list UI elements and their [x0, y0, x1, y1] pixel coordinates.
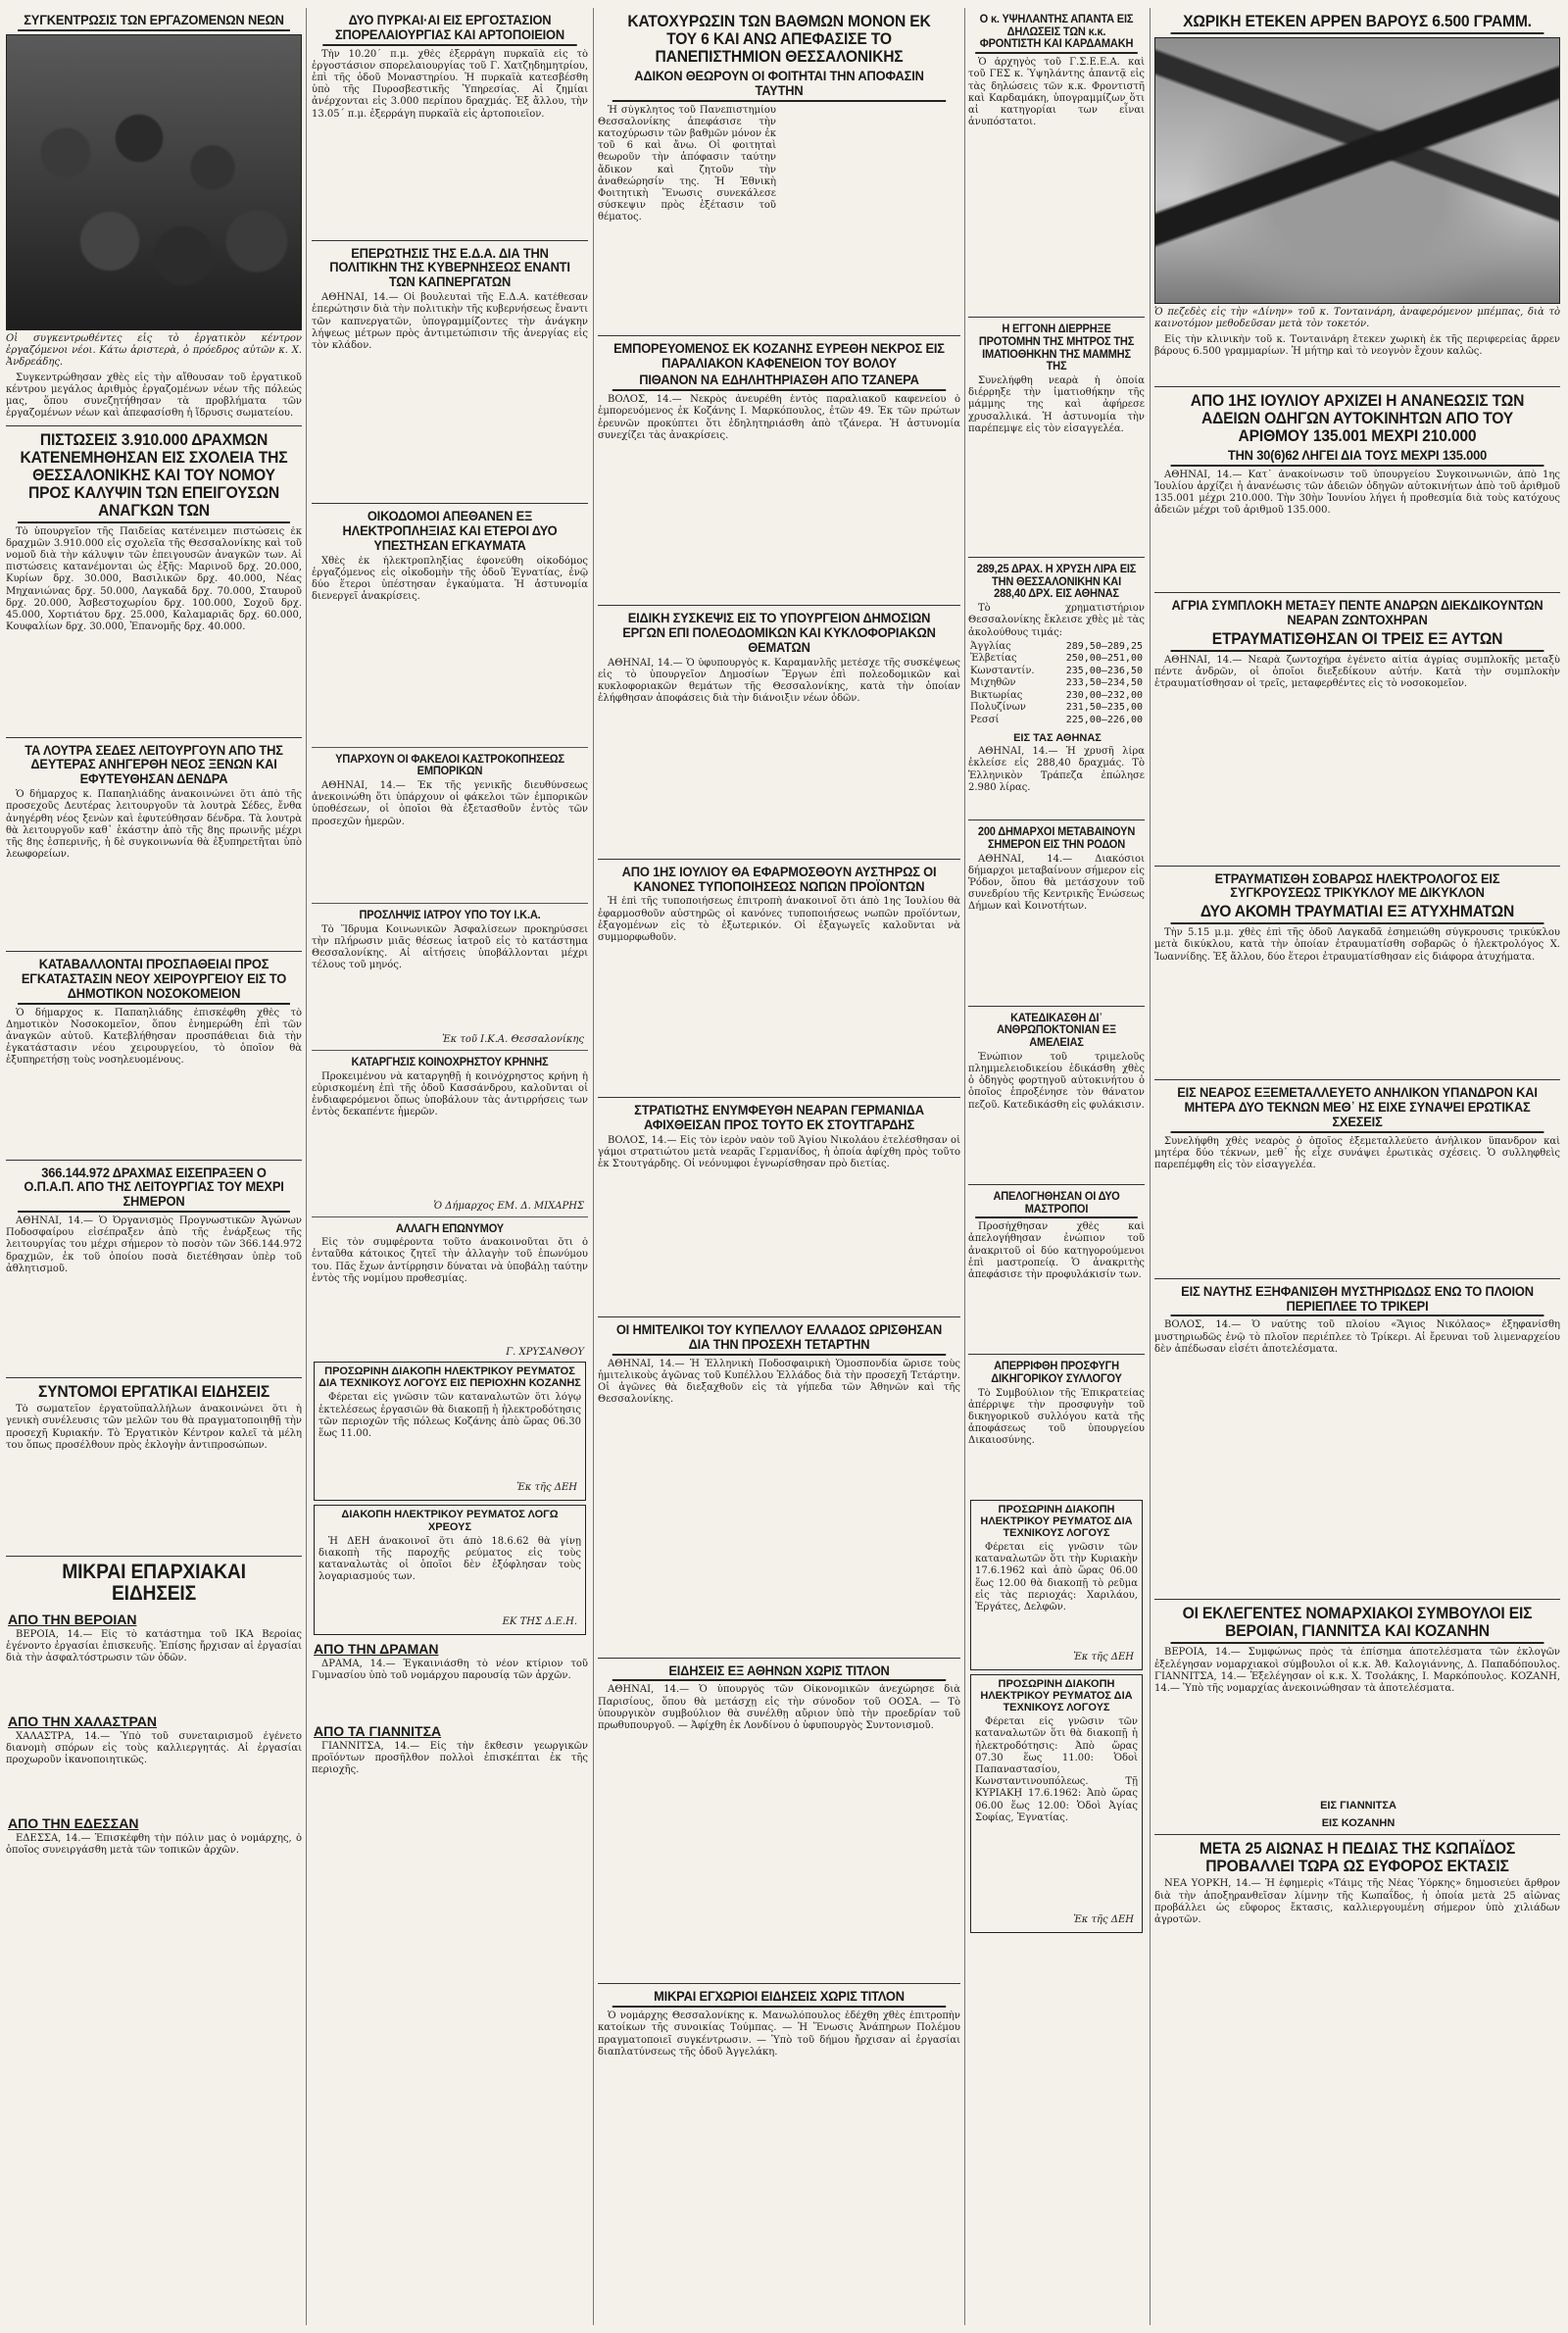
article-body: Τὸ χρηματιστήριον Θεσσαλονίκης ἔκλεισε χθὲς μὲ τὰς ἀκολούθους τιμάς:: [968, 603, 1145, 638]
article-headline: Η ΕΓΓΟΝΗ ΔΙΕΡΡΗΞΕ ΠΡΟΤΟΜΗΝ ΤΗΣ ΜΗΤΡΟΣ ΤΗΣ ΙΜΑΤΙΟΘΗΚΗΝ ΤΗΣ ΜΑΜΜΗΣ ΤΗΣ: [978, 322, 1135, 373]
notice-body: Φέρεται εἰς γνῶσιν τῶν καταναλωτῶν ὅτι τὴν Κυριακὴν 17.6.1962 καὶ ἀπὸ ὥρας 06.00 ἕως 12.00 θὰ διακοπῇ τὸ ρεῦμα εἰς τὰς περιοχάς: Χαριλάου, Ἐργάτες, Δελφῶν.: [975, 1542, 1138, 1613]
article-body: ΕΔΕΣΣΑ, 14.— Ἐπισκέφθη τὴν πόλιν μας ὁ νομάρχης, ὁ ὁποῖος συνειργάσθη μετὰ τῶν τοπικῶν ἀρχῶν.: [6, 1832, 302, 1856]
price-row: [968, 641, 1145, 654]
price-value: 230,00—232,00: [1065, 689, 1143, 701]
article-body: Συγκεντρώθησαν χθὲς εἰς τὴν αἴθουσαν τοῦ ἐργατικοῦ κέντρου μεγάλος ἀριθμὸς ἐργαζομένων νέων τῆς πόλεώς μας, ὅπου συνεζητήθησαν τὰ προβλήματα τῶν ἐργαζομένων νέων καὶ ἀπεφασίσθη ἡ ἵδρυσις σωματείου.: [6, 372, 302, 420]
price-value: 225,00—226,00: [1065, 714, 1143, 725]
article-body: ΒΟΛΟΣ, 14.— Εἰς τὸν ἱερὸν ναὸν τοῦ Ἁγίου Νικολάου ἐτελέσθησαν οἱ γάμοι στρατιώτου μετὰ νεαρᾶς Γερμανίδος, ἡ ὁποία ἀφίχθη πρὸς τοῦτο ἐκ Στουτγάρδης. Οἱ νεόνυμφοι ἐγνωρίσθησαν πρὸ διετίας.: [598, 1134, 960, 1170]
article-columns: [598, 105, 960, 330]
article-headline: ΑΠΟ 1ΗΣ ΙΟΥΛΙΟΥ ΑΡΧΙΖΕΙ Η ΑΝΑΝΕΩΣΙΣ ΤΩΝ ΑΔΕΙΩΝ ΟΔΗΓΩΝ ΑΥΤΟΚΙΝΗΤΩΝ ΑΠΟ ΤΟΥ ΑΡΙΘΜΟΥ 135.001 ΜΕΧΡΙ 210.000: [1190, 391, 1525, 446]
column-3: [598, 10, 960, 2325]
column-divider: [593, 8, 594, 2325]
article-headline: ΑΠΕΛΟΓΗΘΗΣΑΝ ΟΙ ΔΥΟ ΜΑΣΤΡΟΠΟΙ: [975, 1190, 1138, 1218]
article-body: ΑΘΗΝΑΙ, 14.— Διακόσιοι δήμαρχοι μεταβαίνουν σήμερον εἰς Ῥόδον, ὅπου θὰ μετάσχουν τοῦ συνεδρίου τῆς Κεντρικῆς Ἑνώσεως Δήμων καὶ Κοινοτήτων.: [968, 853, 1145, 913]
article-signature: Ἐκ τοῦ Ι.Κ.Α. Θεσσαλονίκης: [442, 1033, 584, 1045]
divider: [968, 1006, 1145, 1007]
notice-body: Φέρεται εἰς γνῶσιν τῶν καταναλωτῶν ὅτι θὰ διακοπῇ ἡ ἠλεκτροδότησις: Ἀπὸ ὥρας 07.30 ἕως 11.00: Ὁδοὶ Παπαναστασίου, Κωνσταντινουπόλεως. Τῇ ΚΥΡΙΑΚῌ 17.6.1962: Ἀπὸ ὥρας 06.00 ἕως 12.00: Ὁδοὶ Ἀγίας Σοφίας, Ἐγνατίας.: [975, 1716, 1138, 1823]
article-headline: ΣΥΝΤΟΜΟΙ ΕΡΓΑΤΙΚΑΙ ΕΙΔΗΣΕΙΣ: [37, 1382, 270, 1402]
article-body: ΒΕΡΟΙΑ, 14.— Εἰς τὸ κατάστημα τοῦ ΙΚΑ Βεροίας ἐγένοντο ἐργασίαι ἐπισκευῆς. Ἐπίσης ἤρχισαν αἱ ἐργασίαι διὰ τὴν ἀσφαλτόστρωσιν τῶν ὁδῶν.: [6, 1628, 302, 1663]
article-body: Τὸ ὑπουργεῖον τῆς Παιδείας κατένειμεν πιστώσεις ἐκ δραχμῶν 3.910.000 εἰς σχολεῖα τῆς Θεσσαλονίκης καὶ τοῦ νομοῦ διὰ τὴν κάλυψιν τῶν ἐπειγουσῶν ἀναγκῶν των. Αἱ πιστώσεις κατανέμονται ὡς ἑξῆς: Μαρινοῦ δρχ. 20.000, Κυρίων δρχ. 30.000, Βασιλικῶν δρχ. 40.000, Νέας Μηχανιώνας δρχ. 50.000, Λαγκαδᾶ δρχ. 70.000, Σταυροῦ δρχ. 20.000, Ἀσβεστοχωρίου δρχ. 100.000, Σοχοῦ δρχ. 45.000, Χορτιάτου δρχ. 25.000, Καλαμαριᾶς δρχ. 60.000, Κουφαλίων δρχ. 30.000, Ἐπανομῆς δρχ. 40.000.: [6, 525, 302, 633]
notice-title: ΠΡΟΣΩΡΙΝΗ ΔΙΑΚΟΠΗ ΗΛΕΚΤΡΙΚΟΥ ΡΕΥΜΑΤΟΣ ΔΙΑ ΤΕΧΝΙΚΟΥΣ ΛΟΓΟΥΣ: [980, 1503, 1133, 1539]
article-body: Χθὲς ἐκ ἠλεκτροπληξίας ἐφονεύθη οἰκοδόμος ἐργαζόμενος εἰς οἰκοδομὴν τῆς ὁδοῦ Ἐγνατίας, ἐνῷ δύο ἕτεροι ὑπέστησαν ἐγκαύματα. Ἡ ἀστυνομία διενεργεῖ ἀνακρίσεις.: [312, 555, 588, 603]
article-headline: ΠΙΣΤΩΣΕΙΣ 3.910.000 ΔΡΑΧΜΩΝ ΚΑΤΕΝΕΜΗΘΗΣΑΝ ΕΙΣ ΣΧΟΛΕΙΑ ΤΗΣ ΘΕΣΣΑΛΟΝΙΚΗΣ ΚΑΙ ΤΟΥ ΝΟΜΟΥ ΠΡΟΣ ΚΑΛΥΨΙΝ ΤΩΝ ΕΠΕΙΓΟΥΣΩΝ ΑΝΑΓΚΩΝ ΤΩΝ: [18, 431, 290, 523]
section-kicker: ΑΠΟ ΤΗΝ ΧΑΛΑΣΤΡΑΝ: [8, 1713, 158, 1729]
price-value: 231,50—235,00: [1065, 702, 1143, 714]
divider: [1154, 1599, 1560, 1600]
price-row: [968, 690, 1145, 703]
divider: [1154, 1278, 1560, 1279]
notice-box: [970, 1674, 1143, 1933]
article-body: ΑΘΗΝΑΙ, 14.— Ἐκ τῆς γενικῆς διευθύνσεως ἀνεκοινώθη ὅτι ὑπάρχουν οἱ φάκελοι τῶν ἐμπορικῶν ὑποθέσεων, οἱ ὁποῖοι θὰ ἐξετασθοῦν ἐντὸς τῶν προσεχῶν ἡμερῶν.: [312, 780, 588, 827]
article-headline: ΚΑΤΕΔΙΚΑΣΘΗ ΔΙ᾽ ΑΝΘΡΩΠΟΚΤΟΝΙΑΝ ΕΞ ΑΜΕΛΕΙΑΣ: [997, 1010, 1116, 1050]
article-body: Τὸ Ἵδρυμα Κοινωνικῶν Ἀσφαλίσεων προκηρύσσει τὴν πλήρωσιν μιᾶς θέσεως ἰατροῦ εἰς τὸ κατάστημα Θεσσαλονίκης. Αἱ αἰτήσεις ὑποβάλλονται μέχρι τέλους τοῦ μηνός.: [312, 923, 588, 971]
article-body: Συνελήφθη νεαρὰ ἡ ὁποία διέρρηξε τὴν ἱματιοθήκην τῆς μάμμης της καὶ ἀφήρεσε χρυσαλλικά. Ἡ ἀστυνομία τὴν παρέπεμψε εἰς τὸν εἰσαγγελέα.: [968, 375, 1145, 434]
column-5: [1154, 10, 1560, 2325]
divider: [968, 1354, 1145, 1355]
price-name: Ἀγγλίας: [970, 640, 1011, 652]
article-headline: ΑΠΟ 1ΗΣ ΙΟΥΛΙΟΥ ΘΑ ΕΦΑΡΜΟΣΘΟΥΝ ΑΥΣΤΗΡΩΣ ΟΙ ΚΑΝΟΝΕΣ ΤΥΠΟΠΟΙΗΣΕΩΣ ΝΩΠΩΝ ΠΡΟΪΟΝΤΩΝ: [621, 863, 937, 894]
price-value: 289,50—289,25: [1065, 640, 1143, 652]
article-headline: ΤΑ ΛΟΥΤΡΑ ΣΕΔΕΣ ΛΕΙΤΟΥΡΓΟΥΝ ΑΠΟ ΤΗΣ ΔΕΥΤΕΡΑΣ ΑΝΗΓΕΡΘΗ ΝΕΟΣ ΞΕΝΩΝ ΚΑΙ ΕΦΥΤΕΥΘΗΣΑΝ ΔΕΝΔΡΑ: [24, 741, 283, 787]
article-headline: ΕΜΠΟΡΕΥΟΜΕΝΟΣ ΕΚ ΚΟΖΑΝΗΣ ΕΥΡΕΘΗ ΝΕΚΡΟΣ ΕΙΣ ΠΑΡΑΛΙΑΚΟΝ ΚΑΦΕΝΕΙΟΝ ΤΟΥ ΒΟΛΟΥ: [613, 339, 945, 371]
article-subheadline: ΔΥΟ ΑΚΟΜΗ ΤΡΑΥΜΑΤΙΑΙ ΕΞ ΑΤΥΧΗΜΑΤΩΝ: [1171, 903, 1544, 924]
article-headline: ΕΙΣ ΝΑΥΤΗΣ ΕΞΗΦΑΝΙΣΘΗ ΜΥΣΤΗΡΙΩΔΩΣ ΕΝΩ ΤΟ ΠΛΟΙΟΝ ΠΕΡΙΕΠΛΕΕ ΤΟ ΤΡΙΚΕΡΙ: [1171, 1284, 1544, 1317]
column-divider: [1150, 8, 1151, 2325]
divider: [598, 859, 960, 860]
divider: [312, 240, 588, 241]
article-body: ΑΘΗΝΑΙ, 14.— Νεαρὰ ζωντοχήρα ἐγένετο αἰτία ἀγρίας συμπλοκῆς μεταξὺ πέντε ἀνδρῶν, οἱ ὁποῖοι διεξεδίκουν αὐτήν. Κατὰ τὴν συμπλοκὴν ἐτραυματίσθησαν οἱ τρεῖς, μεταφερθέντες εἰς τὸ νοσοκομεῖον.: [1154, 654, 1560, 689]
price-name: Ἐλβετίας: [970, 653, 1017, 665]
divider: [598, 1316, 960, 1317]
article-body: Ὁ δήμαρχος κ. Παπαηλιάδης ἀνακοινώνει ὅτι ἀπὸ τῆς προσεχοῦς Δευτέρας λειτουργοῦν τὰ λουτρὰ Σέδες, ἔνθα ἀνηγέρθη νέος ξενὼν καὶ ἐφυτεύθησαν δένδρα. Τὰ λουτρὰ θὰ λειτουργοῦν καθ᾽ ἑκάστην ἀπὸ τῆς 8ης πρωινῆς μέχρι τῆς 8ης ἑσπερινῆς, ἡ δὲ συγκοινωνία θὰ ἐξυπηρετῆται ὑπὸ λεωφορείων.: [6, 789, 302, 861]
divider: [598, 1658, 960, 1659]
article-headline: ΣΤΡΑΤΙΩΤΗΣ ΕΝΥΜΦΕΥΘΗ ΝΕΑΡΑΝ ΓΕΡΜΑΝΙΔΑ ΑΦΙΧΘΕΙΣΑΝ ΠΡΟΣ ΤΟΥΤΟ ΕΚ ΣΤΟΥΤΓΑΡΔΗΣ: [634, 1102, 924, 1133]
article-body: Εἰς τὸν συμφέροντα τοῦτο ἀνακοινοῦται ὅτι ὁ ἐνταῦθα κάτοικος ζητεῖ τὴν ἀλλαγὴν τοῦ ἐπωνύμου του. Πᾶς ἔχων ἀντίρρησιν δύναται νὰ ὑποβάλῃ ταύτην ἐντὸς τῆς νομίμου προθεσμίας.: [312, 1237, 588, 1284]
divider: [968, 1184, 1145, 1185]
divider: [968, 819, 1145, 820]
divider: [6, 951, 302, 952]
article-headline: ΠΡΟΣΛΗΨΙΣ ΙΑΤΡΟΥ ΥΠΟ ΤΟΥ Ι.Κ.Α.: [359, 908, 541, 922]
section-kicker: ΑΠΟ ΤΗΝ ΔΡΑΜΑΝ: [314, 1640, 439, 1657]
article-body: Ὁ νομάρχης Θεσσαλονίκης κ. Μανωλόπουλος ἐδέχθη χθὲς ἐπιτροπὴν κατοίκων τῆς συνοικίας Τούμπας. — Ἡ Ἕνωσις Ἀνάπηρων Πολέμου πραγματοποιεῖ συγκέντρωσιν. — Ὑπὸ τοῦ δήμου ἤρχισαν αἱ ἐργασίαι διαπλατύνσεως τῆς ὁδοῦ Ἀγγελάκη.: [598, 2010, 960, 2058]
article-headline: ΕΙΔΗΣΕΙΣ ΕΞ ΑΘΗΝΩΝ ΧΩΡΙΣ ΤΙΤΛΟΝ: [612, 1663, 946, 1682]
divider: [312, 903, 588, 904]
article-signature: Γ. ΧΡΥΣΑΝΘΟΥ: [506, 1347, 584, 1359]
section-kicker: ΑΠΟ ΤΑ ΓΙΑΝΝΙΤΣΑ: [314, 1722, 442, 1739]
article-subheadline: ΕΤΡΑΥΜΑΤΙΣΘΗΣΑΝ ΟΙ ΤΡΕΙΣ ΕΞ ΑΥΤΩΝ: [1171, 630, 1544, 652]
divider: [1154, 386, 1560, 387]
article-body: Προκειμένου νὰ καταργηθῇ ἡ κοινόχρηστος κρήνη ἡ εὑρισκομένη ἐπὶ τῆς ὁδοῦ Κασσάνδρου, καλοῦνται οἱ ἐνδιαφερόμενοι ὅπως ὑποβάλουν τὰς ἀντιρρήσεις των ἐντὸς δεκαπέντε ἡμερῶν.: [312, 1070, 588, 1118]
article-signature: Ὁ Δήμαρχος ΕΜ. Δ. ΜΙΧΑΡΗΣ: [433, 1200, 584, 1212]
price-name: Ρεσσί: [970, 714, 1000, 725]
article-headline: ΔΥΟ ΠΥΡΚΑΙ·ΑΙ ΕΙΣ ΕΡΓΟΣΤΑΣΙΟΝ ΣΠΟΡΕΛΑΙΟΥΡΓΙΑΣ ΚΑΙ ΑΡΤΟΠΟΙΕΙΟΝ: [322, 13, 576, 46]
column-divider: [306, 8, 307, 2325]
article-body: ΑΘΗΝΑΙ, 14.— Ὁ ὑπουργὸς τῶν Οἰκονομικῶν ἀνεχώρησε διὰ Παρισίους, ὅπου θὰ μετάσχῃ εἰς τὴν σύνοδον τοῦ ΟΟΣΑ. — Τὸ ὑπουργικὸν συμβούλιον θὰ συνέλθῃ αὔριον ὑπὸ τὴν προεδρίαν τοῦ πρωθυπουργοῦ. — Ἀφίχθη ἐκ Λονδίνου ὁ ὑφυπουργὸς Συντονισμοῦ.: [598, 1684, 960, 1732]
divider: [6, 1160, 302, 1161]
notice-signature: Ἐκ τῆς ΔΕΗ: [516, 1482, 577, 1494]
divider: [968, 557, 1145, 558]
photo-headline: ΧΩΡΙΚΗ ΕΤΕΚΕΝ ΑΡΡΕΝ ΒΑΡΟΥΣ 6.500 ΓΡΑΜΜ.: [1171, 13, 1544, 34]
column-2: [312, 10, 588, 2325]
section-headline: ΜΙΚΡΑΙ ΕΠΑΡΧΙΑΚΑΙ ΕΙΔΗΣΕΙΣ: [62, 1561, 246, 1606]
article-headline: ΑΠΕΡΡΙΦΘΗ ΠΡΟΣΦΥΓΗ ΔΙΚΗΓΟΡΙΚΟΥ ΣΥΛΛΟΓΟΥ: [991, 1359, 1122, 1385]
price-row: [968, 653, 1145, 666]
article-body: Προσήχθησαν χθὲς καὶ ἀπελογήθησαν ἐνώπιον τοῦ ἀνακριτοῦ οἱ δύο κατηγορούμενοι ἐπὶ μαστροπείᾳ. Ὁ ἀνακριτὴς ἀπεφάσισε τὴν προφυλάκισίν των.: [968, 1221, 1145, 1281]
article-headline: ΜΕΤΑ 25 ΑΙΩΝΑΣ Η ΠΕΔΙΑΣ ΤΗΣ ΚΩΠΑΪΔΟΣ ΠΡΟΒΑΛΛΕΙ ΤΩΡΑ ΩΣ ΕΥΦΟΡΟΣ ΕΚΤΑΣΙΣ: [1199, 1839, 1516, 1876]
gold-price-table: [968, 641, 1145, 727]
section-kicker: ΑΠΟ ΤΗΝ ΒΕΡΟΙΑΝ: [8, 1611, 137, 1627]
photo-young-workers: [6, 34, 302, 330]
article-body: Συνελήφθη χθὲς νεαρὸς ὁ ὁποῖος ἐξεμεταλλεύετο ἀνήλικον ὕπανδρον καὶ μητέρα δύο τέκνων, μεθ᾽ ἧς εἶχε συνάψει ἐρωτικὰς σχέσεις. Ὁ συλληφθεὶς παρεπέμφθη εἰς τὸν εἰσαγγελέα.: [1154, 1135, 1560, 1171]
divider: [598, 605, 960, 606]
article-headline: ΕΙΣ ΝΕΑΡΟΣ ΕΞΕΜΕΤΑΛΛΕΥΕΤΟ ΑΝΗΛΙΚΟΝ ΥΠΑΝΔΡΟΝ ΚΑΙ ΜΗΤΕΡΑ ΔΥΟ ΤΕΚΝΩΝ ΜΕΘ᾽ ΗΣ ΕΙΧΕ ΣΥΝΑΨΕΙ ΕΡΩΤΙΚΑΣ ΣΧΕΣΕΙΣ: [1171, 1085, 1544, 1132]
divider: [1154, 1079, 1560, 1080]
divider: [312, 503, 588, 504]
photo-caption: Ὁ πεζεδὲς εἰς τὴν «Δίνην» τοῦ κ. Τονταινάρη, ἀναφερόμενον μπέμπας, διὰ τὸ καινοτόμον μεθοδεῦσαν μετὰ τὸν τοκετόν.: [1154, 307, 1560, 330]
section-kicker: ΕΙΣ ΓΙΑΝΝΙΤΣΑ: [1320, 1800, 1396, 1812]
article-body: Ὁ δήμαρχος κ. Παπαηλιάδης ἐπισκέφθη χθὲς τὸ Δημοτικὸν Νοσοκομεῖον, ὅπου ἐνημερώθη ἐπὶ τῶν ἀναγκῶν αὐτοῦ. Κατεβλήθησαν προσπάθειαι διὰ τὴν ἐγκατάστασιν νέου χειρουργείου, τὸ ὁποῖον θὰ ἐξυπηρετήσῃ τοὺς νοσηλευομένους.: [6, 1007, 302, 1067]
article-subheadline: ΑΔΙΚΟΝ ΘΕΩΡΟΥΝ ΟΙ ΦΟΙΤΗΤΑΙ ΤΗΝ ΑΠΟΦΑΣΙΝ ΤΑΥΤΗΝ: [612, 69, 946, 102]
column-1: [6, 10, 302, 2325]
divider: [312, 1050, 588, 1051]
article-body: ΑΘΗΝΑΙ, 14.— Ἡ Ἑλληνικὴ Ποδοσφαιρικὴ Ὁμοσπονδία ὥρισε τοὺς ἡμιτελικοὺς ἀγῶνας τοῦ Κυπέλλου Ἑλλάδος διὰ τὴν προσεχῆ Τετάρτην. Οἱ ἀγῶνες θὰ διεξαχθοῦν εἰς τὰ γήπεδα τῶν Ἀθηνῶν καὶ τῆς Θεσσαλονίκης.: [598, 1358, 960, 1406]
article-body: ΒΕΡΟΙΑ, 14.— Συμφώνως πρὸς τὰ ἐπίσημα ἀποτελέσματα τῶν ἐκλογῶν ἐξελέγησαν νομαρχιακοὶ σύμβουλοι οἱ κ.κ. Ἀθ. Καλογιάννης, Δ. Παπαδόπουλος. ΓΙΑΝΝΙΤΣΑ, 14.— Ἐξελέγησαν οἱ κ.κ. Χ. Τσολάκης, Ι. Μαρκόπουλος. ΚΟΖΑΝΗ, 14.— Ὑπὸ τῆς νομαρχίας ἀνεκοινώθησαν τὰ ἀποτελέσματα.: [1154, 1647, 1560, 1694]
article-headline: ΑΓΡΙΑ ΣΥΜΠΛΟΚΗ ΜΕΤΑΞΥ ΠΕΝΤΕ ΑΝΔΡΩΝ ΔΙΕΚΔΙΚΟΥΝΤΩΝ ΝΕΑΡΑΝ ΖΩΝΤΟΧΗΡΑΝ: [1171, 596, 1544, 627]
divider: [1154, 866, 1560, 867]
notice-signature: Ἐκ τῆς ΔΕΗ: [1073, 1652, 1134, 1663]
divider: [1154, 592, 1560, 593]
divider: [6, 1377, 302, 1378]
price-row: [968, 677, 1145, 690]
article-headline: Ο κ. ΥΨΗΛΑΝΤΗΣ ΑΠΑΝΤΑ ΕΙΣ ΔΗΛΩΣΕΙΣ ΤΩΝ κ.κ. ΦΡΟΝΤΙΣΤΗ ΚΑΙ ΚΑΡΔΑΜΑΚΗ: [975, 13, 1138, 54]
article-headline: ΑΛΛΑΓΗ ΕΠΩΝΥΜΟΥ: [396, 1220, 504, 1235]
article-body: ΓΙΑΝΝΙΤΣΑ, 14.— Εἰς τὴν ἔκθεσιν γεωργικῶν προϊόντων προσῆλθον πολλοὶ ἐπισκέπται ἐκ τῆς περιοχῆς.: [312, 1740, 588, 1775]
divider: [312, 747, 588, 748]
notice-title: ΠΡΟΣΩΡΙΝΗ ΔΙΑΚΟΠΗ ΗΛΕΚΤΡΙΚΟΥ ΡΕΥΜΑΤΟΣ ΔΙΑ ΤΕΧΝΙΚΟΥΣ ΛΟΓΟΥΣ: [980, 1678, 1133, 1714]
section-kicker: ΕΙΣ ΚΟΖΑΝΗΝ: [1321, 1817, 1396, 1830]
article-headline: ΕΠΕΡΩΤΗΣΙΣ ΤΗΣ Ε.Δ.Α. ΔΙΑ ΤΗΝ ΠΟΛΙΤΙΚΗΝ ΤΗΣ ΚΥΒΕΡΝΗΣΕΩΣ ΕΝΑΝΤΙ ΤΩΝ ΚΑΠΝΕΡΓΑΤΩΝ: [329, 244, 570, 290]
price-row: [968, 715, 1145, 727]
price-name: Κωνσταντίν.: [970, 665, 1035, 676]
article-headline: 289,25 ΔΡΑΧ. Η ΧΡΥΣΗ ΛΙΡΑ ΕΙΣ ΤΗΝ ΘΕΣΣΑΛΟΝΙΚΗΝ ΚΑΙ 288,40 ΔΡΧ. ΕΙΣ ΑΘΗΝΑΣ: [976, 562, 1137, 601]
article-body: Τὴν 10.20΄ π.μ. χθὲς ἐξερράγη πυρκαϊὰ εἰς τὸ ἐργοστάσιον σπορελαιουργίας τοῦ Γ. Χατζηδημητρίου, ἐπὶ τῆς ὁδοῦ Μοναστηρίου. Ἡ πυρκαϊὰ κατεσβέσθη ὑπὸ τῆς Πυροσβεστικῆς Ὑπηρεσίας. Αἱ ζημίαι ἀνέρχονται εἰς 3.000 περίπου δραχμάς. Ἐξ ἄλλου, τὴν 13.05΄ π.μ. ἐξερράγη πυρκαϊὰ εἰς ἀρτοποιεῖον.: [312, 48, 588, 120]
article-body: Ἡ σύγκλητος τοῦ Πανεπιστημίου Θεσσαλονίκης ἀπεφάσισε τὴν κατοχύρωσιν τῶν βαθμῶν μόνον ἐκ τοῦ 6 καὶ ἄνω. Οἱ φοιτηταὶ θεωροῦν τὴν ἀπόφασιν ταύτην ἄδικον καὶ ζητοῦν τὴν ἀναθεώρησίν της. Ἡ Ἐθνικὴ Φοιτητικὴ Ἕνωσις συνεκάλεσε σύσκεψιν πρὸς ἐξέτασιν τοῦ θέματος.: [598, 104, 776, 223]
article-subheadline: ΠΙΘΑΝΟΝ ΝΑ ΕΔΗΛΗΤΗΡΙΑΣΘΗ ΑΠΟ ΤΖΑΝΕΡΑ: [612, 372, 946, 391]
price-name: Μιχηθῶν: [970, 677, 1016, 689]
divider: [968, 317, 1145, 318]
article-headline: ΥΠΑΡΧΟΥΝ ΟΙ ΦΑΚΕΛΟΙ ΚΑΣΤΡΟΚΟΠΗΣΕΩΣ ΕΜΠΟΡΙΚΩΝ: [335, 751, 564, 778]
article-body: Ἡ ἐπὶ τῆς τυποποιήσεως ἐπιτροπὴ ἀνακοινοῖ ὅτι ἀπὸ 1ης Ἰουλίου θὰ ἐφαρμοσθοῦν αὐστηρῶς οἱ κανόνες τυποποιήσεως νωπῶν προϊόντων, ἐξαγομένων εἰς τὸ ἐξωτερικόν. Οἱ ἐξαγωγεῖς καλοῦνται νὰ συμμορφωθοῦν.: [598, 896, 960, 943]
notice-body: Φέρεται εἰς γνῶσιν τῶν καταναλωτῶν ὅτι λόγῳ ἐκτελέσεως ἐργασιῶν θὰ διακοπῇ ἡ ἠλεκτροδότησις τῶν περιοχῶν τῆς πόλεως Κοζάνης ἀπὸ ὥρας 06.30 ἕως 11.00.: [318, 1392, 581, 1439]
notice-title: ΔΙΑΚΟΠΗ ΗΛΕΚΤΡΙΚΟΥ ΡΕΥΜΑΤΟΣ ΛΟΓΩ ΧΡΕΟΥΣ: [341, 1509, 559, 1533]
notice-signature: Ἐκ τῆς ΔΕΗ: [1073, 1914, 1134, 1926]
divider: [598, 335, 960, 336]
article-headline: ΕΤΡΑΥΜΑΤΙΣΘΗ ΣΟΒΑΡΩΣ ΗΛΕΚΤΡΟΛΟΓΟΣ ΕΙΣ ΣΥΓΚΡΟΥΣΕΩΣ ΤΡΙΚΥΚΛΟΥ ΜΕ ΔΙΚΥΚΛΟΝ: [1214, 869, 1500, 901]
article-body: ΒΟΛΟΣ, 14.— Νεκρὸς ἀνευρέθη ἐντὸς παραλιακοῦ καφενείου ὁ ἐμπορευόμενος ἐκ Κοζάνης Ι. Μαρκόπουλος, ἐτῶν 49. Ἐκ τῶν πρώτων ἐρευνῶν προκύπτει ὅτι ἐδηλητηριάσθη ἀπὸ τζάνερα. Ἡ ἀστυνομία συνεχίζει τὰς ἀνακρίσεις.: [598, 394, 960, 441]
article-body: Εἰς τὴν κλινικὴν τοῦ κ. Τονταινάρη ἔτεκεν χωρικὴ ἐκ τῆς περιφερείας ἄρρεν βάρους 6.500 γραμμαρίων. Ἡ μήτηρ καὶ τὸ νεογνὸν ἔχουν καλῶς.: [1154, 334, 1560, 358]
article-body: ΝΕΑ ΥΟΡΚΗ, 14.— Ἡ ἐφημερὶς «Τάιμς τῆς Νέας Ὑόρκης» δημοσιεύει ἄρθρον διὰ τὴν ἀποξηρανθεῖσαν λίμνην τῆς Κωπαΐδος, ἡ ὁποία μετὰ 25 αἰῶνας προβάλλει ὡς εὔφορος ἔκτασις, καλλιεργουμένη σήμερον ὑπὸ χιλιάδων ἀγροτῶν.: [1154, 1878, 1560, 1925]
price-value: 233,50—234,50: [1065, 677, 1143, 689]
price-value: 235,00—236,50: [1065, 665, 1143, 676]
article-headline: ΕΙΔΙΚΗ ΣΥΣΚΕΨΙΣ ΕΙΣ ΤΟ ΥΠΟΥΡΓΕΙΟΝ ΔΗΜΟΣΙΩΝ ΕΡΓΩΝ ΕΠΙ ΠΟΛΕΟΔΟΜΙΚΩΝ ΚΑΙ ΚΥΚΛΟΦΟΡΙΑΚΩΝ ΘΕΜΑΤΩΝ: [622, 610, 936, 655]
article-headline: ΜΙΚΡΑΙ ΕΓΧΩΡΙΟΙ ΕΙΔΗΣΕΙΣ ΧΩΡΙΣ ΤΙΤΛΟΝ: [612, 1989, 946, 2008]
photo-newborn: [1154, 37, 1560, 304]
article-body: ΑΘΗΝΑΙ, 14.— Κατ᾽ ἀνακοίνωσιν τοῦ ὑπουργείου Συγκοινωνιῶν, ἀπὸ 1ης Ἰουλίου ἀρχίζει ἡ ἀνανέωσις τῶν ἀδειῶν ὁδηγῶν αὐτοκινήτων ἀπὸ τοῦ ἀριθμοῦ 135.001 μέχρι 210.000. Τὴν 30ὴν Ἰουνίου λήγει ἡ προθεσμία διὰ τοὺς κατόχους ἀδειῶν μέχρι τοῦ ἀριθμοῦ 135.000.: [1154, 469, 1560, 517]
divider: [1154, 1834, 1560, 1835]
article-body: Τὸ Συμβούλιον τῆς Ἐπικρατείας ἀπέρριψε τὴν προσφυγὴν τοῦ δικηγορικοῦ συλλόγου κατὰ τῆς ἀποφάσεως τοῦ ὑπουργείου Δικαιοσύνης.: [968, 1387, 1145, 1447]
article-subheadline: ΤΗΝ 30(6)62 ΛΗΓΕΙ ΔΙΑ ΤΟΥΣ ΜΕΧΡΙ 135.000: [1171, 448, 1544, 467]
notice-body: Ἡ ΔΕΗ ἀνακοινοῖ ὅτι ἀπὸ 18.6.62 θὰ γίνῃ διακοπὴ τῆς παροχῆς ρεύματος εἰς τοὺς καταναλωτὰς οἱ ὁποῖοι δὲν ἐξόφλησαν τοὺς λογαριασμούς των.: [318, 1535, 581, 1583]
section-kicker: ΑΠΟ ΤΗΝ ΕΔΕΣΣΑΝ: [8, 1814, 139, 1831]
article-body: Ἐνώπιον τοῦ τριμελοῦς πλημμελειοδικείου ἐδικάσθη χθὲς ὁ ὁδηγὸς φορτηγοῦ αὐτοκινήτου ὁ ὁποῖος ἐπροξένησε τὸν θάνατον πεζοῦ. Κατεδικάσθη εἰς φυλάκισιν.: [968, 1051, 1145, 1111]
divider: [312, 1216, 588, 1217]
photo-headline: ΣΥΓΚΕΝΤΡΩΣΙΣ ΤΩΝ ΕΡΓΑΖΟΜΕΝΩΝ ΝΕΩΝ: [18, 13, 290, 31]
article-body: Ὁ ἀρχηγὸς τοῦ Γ.Σ.Ε.Ε.Α. καὶ τοῦ ΓΕΣ κ. Ὑψηλάντης ἀπαντᾷ εἰς τὰς δηλώσεις τῶν κ.κ. Φροντιστῆ καὶ Καρδαμάκη, ὑπογραμμίζων ὅτι αἱ κατηγορίαι των εἶναι ἀνυπόστατοι.: [968, 57, 1145, 128]
notice-box: [314, 1505, 586, 1634]
price-name: Βικτωρίας: [970, 689, 1023, 701]
article-headline: ΟΙ ΕΚΛΕΓΕΝΤΕΣ ΝΟΜΑΡΧΙΑΚΟΙ ΣΥΜΒΟΥΛΟΙ ΕΙΣ ΒΕΡΟΙΑΝ, ΓΙΑΝΝΙΤΣΑ ΚΑΙ ΚΟΖΑΝΗΝ: [1171, 1605, 1544, 1644]
article-headline: ΟΙ ΗΜΙΤΕΛΙΚΟΙ ΤΟΥ ΚΥΠΕΛΛΟΥ ΕΛΛΑΔΟΣ ΩΡΙΣΘΗΣΑΝ ΔΙΑ ΤΗΝ ΠΡΟΣΕΧΗ ΤΕΤΑΡΤΗΝ: [612, 1322, 946, 1356]
article-body: Τὸ σωματεῖον ἐργατοϋπαλλήλων ἀνακοινώνει ὅτι ἡ γενικὴ συνέλευσις τῶν μελῶν του θὰ πραγματοποιηθῇ τὴν προσεχῆ Κυριακήν. Τὸ Ἐργατικὸν Κέντρον καλεῖ τὰ μέλη του ὅπως προσέλθουν πρὸς ἐκλογὴν ἀντιπροσώπων.: [6, 1404, 302, 1451]
divider: [598, 1983, 960, 1984]
article-body: ΧΑΛΑΣΤΡΑ, 14.— Ὑπὸ τοῦ συνεταιρισμοῦ ἐγένετο διανομὴ σπόρων εἰς τοὺς καλλιεργητάς. Αἱ ἐργασίαι προχωροῦν ἱκανοποιητικῶς.: [6, 1730, 302, 1765]
photo-caption: Οἱ συγκεντρωθέντες εἰς τὸ ἐργατικὸν κέντρον ἐργαζόμενοι νέοι. Κάτω ἀριστερὰ, ὁ πρόεδρος αὐτῶν κ. Χ. Ἀνδρεάδης.: [6, 332, 302, 368]
divider: [6, 737, 302, 738]
article-body: ΑΘΗΝΑΙ, 14.— Ὁ Ὀργανισμὸς Προγνωστικῶν Ἀγώνων Ποδοσφαίρου εἰσέπραξεν ἀπὸ τῆς ἐνάρξεως τῆς λειτουργίας του μέχρι σήμερον τὸ ποσὸν τῶν 366.144.972 δραχμῶν, ἐκ τοῦ ὁποίου ποσὰ διετέθησαν ὑπὲρ τοῦ ἀθλητισμοῦ.: [6, 1216, 302, 1274]
notice-box: [970, 1500, 1143, 1670]
notice-signature: ΕΚ ΤΗΣ Δ.Ε.Η.: [502, 1615, 577, 1627]
notice-box: [314, 1362, 586, 1501]
article-body: ΑΘΗΝΑΙ, 14.— Οἱ βουλευταὶ τῆς Ε.Δ.Α. κατέθεσαν ἐπερώτησιν διὰ τὴν πολιτικὴν τῆς κυβερνήσεως ἔναντι τῶν καπνεργατῶν, ὑπογραμμίζοντες τὴν ἀνάγκην λήψεως μέτρων πρὸς ἀντιμετώπισιν τῆς ἀνεργίας εἰς τὸν κλάδον.: [312, 292, 588, 351]
article-headline: 366.144.972 ΔΡΑΧΜΑΣ ΕΙΣΕΠΡΑΞΕΝ Ο Ο.Π.Α.Π. ΑΠΟ ΤΗΣ ΛΕΙΤΟΥΡΓΙΑΣ ΤΟΥ ΜΕΧΡΙ ΣΗΜΕΡΟΝ: [18, 1166, 290, 1213]
divider: [6, 1556, 302, 1557]
price-row: [968, 702, 1145, 715]
notice-title: ΠΡΟΣΩΡΙΝΗ ΔΙΑΚΟΠΗ ΗΛΕΚΤΡΙΚΟΥ ΡΕΥΜΑΤΟΣ ΔΙΑ ΤΕΧΝΙΚΟΥΣ ΛΟΓΟΥΣ ΕΙΣ ΠΕΡΙΟΧΗΝ ΚΟΖΑΝΗΣ: [318, 1365, 581, 1390]
divider: [6, 425, 302, 426]
article-body: Τὴν 5.15 μ.μ. χθὲς ἐπὶ τῆς ὁδοῦ Λαγκαδᾶ ἐσημειώθη σύγκρουσις τρικύκλου μετὰ δικύκλου, κατὰ τὴν ὁποίαν ἐτραυματίσθη σοβαρῶς ὁ ἠλεκτρολόγος Χ. Ἰωαννίδης. Ἐξ ἄλλου, δύο ἕτεροι ἐτραυματίσθησαν εἰς διάφορα ἀτυχήματα.: [1154, 927, 1560, 963]
price-row: [968, 666, 1145, 678]
article-headline: ΚΑΤΟΧΥΡΩΣΙΝ ΤΩΝ ΒΑΘΜΩΝ ΜΟΝΟΝ ΕΚ ΤΟΥ 6 ΚΑΙ ΑΝΩ ΑΠΕΦΑΣΙΣΕ ΤΟ ΠΑΝΕΠΙΣΤΗΜΙΟΝ ΘΕΣΣΑΛΟΝΙΚΗΣ: [627, 12, 931, 67]
article-body: ΒΟΛΟΣ, 14.— Ὁ ναύτης τοῦ πλοίου «Ἅγιος Νικόλαος» ἐξηφανίσθη μυστηριωδῶς ἐνῷ τὸ πλοῖον περιέπλεε τὸ Τρίκερι. Αἱ ἔρευναι τοῦ λιμεναρχείου δὲν ἀπέδωσαν εἰσέτι ἀποτελέσματα.: [1154, 1319, 1560, 1355]
article-body: ΔΡΑΜΑ, 14.— Ἐγκαινιάσθη τὸ νέον κτίριον τοῦ Γυμνασίου ὑπὸ τοῦ νομάρχου παρουσίᾳ τῶν ἀρχῶν.: [312, 1658, 588, 1681]
article-body: ΑΘΗΝΑΙ, 14.— Ὁ ὑφυπουργὸς κ. Καραμανλῆς μετέσχε τῆς συσκέψεως εἰς τὸ ὑπουργεῖον Δημοσίων Ἔργων ἐπὶ πολεοδομικῶν καὶ κυκλοφοριακῶν θεμάτων τῆς Θεσσαλονίκης, κατὰ τὴν ὁποίαν ἐλήφθησαν ἀποφάσεις διὰ τὴν διάνοιξιν νέων ὁδῶν.: [598, 657, 960, 705]
article-headline: ΚΑΤΑΡΓΗΣΙΣ ΚΟΙΝΟΧΡΗΣΤΟΥ ΚΡΗΝΗΣ: [351, 1054, 549, 1068]
article-body-continued: [782, 105, 960, 330]
article-body: ΑΘΗΝΑΙ, 14.— Ἡ χρυσῆ λίρα ἐκλείσε εἰς 288,40 δραχμάς. Τὸ Ἑλληνικὸν Τράπεζα ἐπώλησε 2.980 λίρας.: [968, 746, 1145, 793]
price-value: 250,00—251,00: [1065, 653, 1143, 665]
column-4: [968, 10, 1145, 2325]
price-name: Πολυζίνων: [970, 702, 1026, 714]
article-headline: 200 ΔΗΜΑΡΧΟΙ ΜΕΤΑΒΑΙΝΟΥΝ ΣΗΜΕΡΟΝ ΕΙΣ ΤΗΝ ΡΟΔΟΝ: [977, 824, 1136, 851]
article-headline: ΚΑΤΑΒΑΛΛΟΝΤΑΙ ΠΡΟΣΠΑΘΕΙΑΙ ΠΡΟΣ ΕΓΚΑΤΑΣΤΑΣΙΝ ΝΕΟΥ ΧΕΙΡΟΥΡΓΕΙΟΥ ΕΙΣ ΤΟ ΔΗΜΟΤΙΚΟΝ ΝΟΣΟΚΟΜΕΙΟΝ: [18, 957, 290, 1004]
divider: [598, 1097, 960, 1098]
article-headline: ΟΙΚΟΔΟΜΟΙ ΑΠΕΘΑΝΕΝ ΕΞ ΗΛΕΚΤΡΟΠΛΗΞΙΑΣ ΚΑΙ ΕΤΕΡΟΙ ΔΥΟ ΥΠΕΣΤΗΣΑΝ ΕΓΚΑΥΜΑΤΑ: [342, 508, 558, 553]
section-kicker: ΕΙΣ ΤΑΣ ΑΘΗΝΑΣ: [1013, 732, 1102, 745]
column-divider: [964, 8, 965, 2325]
